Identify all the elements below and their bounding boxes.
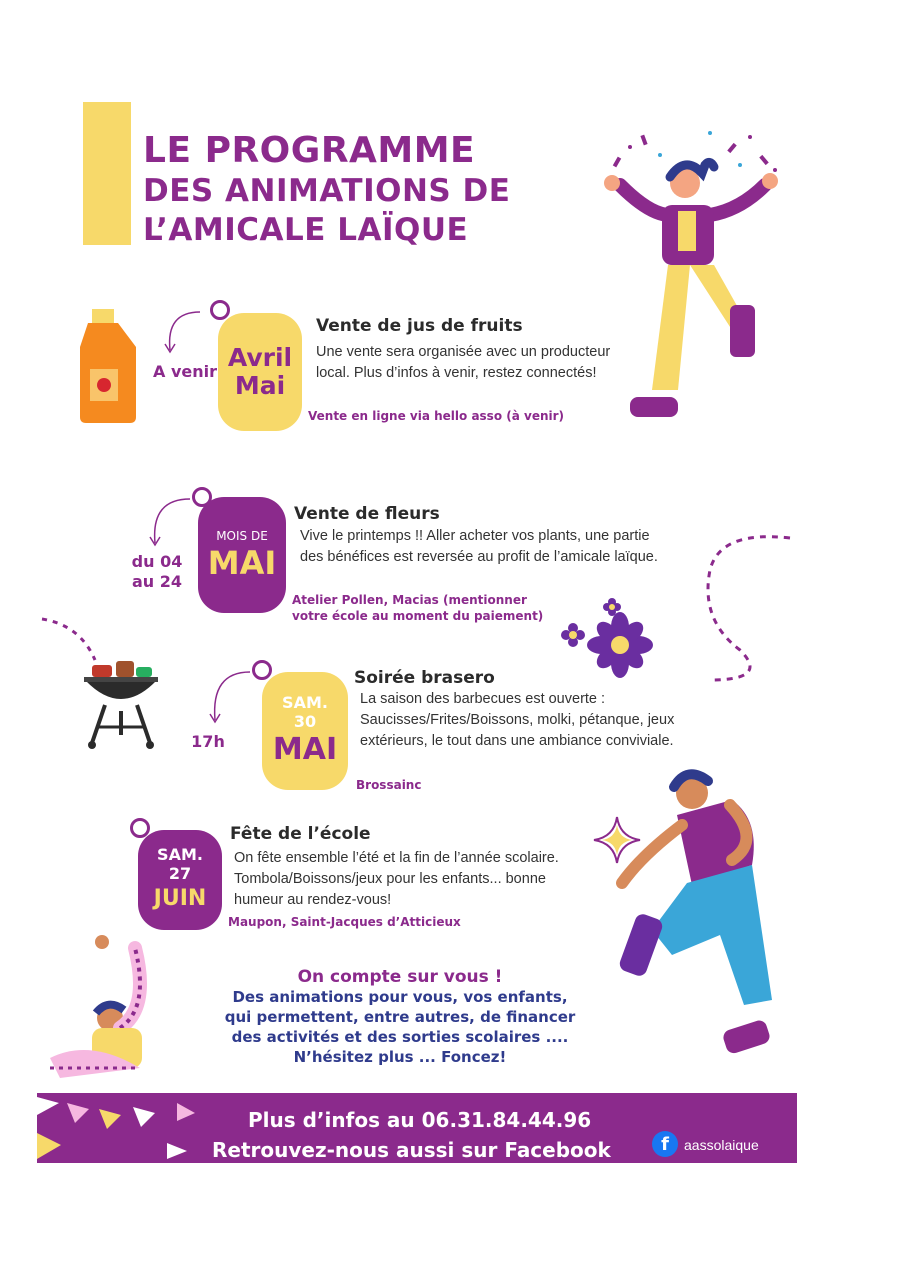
dancing-woman-illustration <box>40 928 200 1083</box>
alarm-clock-icon <box>252 660 272 680</box>
event-3-note: Brossainc <box>356 778 422 792</box>
event-1-date-badge <box>218 313 302 431</box>
arrow-curve-icon <box>205 668 260 728</box>
event-3-description: La saison des barbecues est ouverte : Saucisses/Frites/Boissons, molki, pétanque, jeux extérieurs, le tout dans une ambiance conviviale. <box>360 691 675 749</box>
page-title-line-2: DES ANIMATIONS DE <box>143 173 511 209</box>
event-4-date-line-2: 27 <box>168 864 192 883</box>
event-4-date-badge <box>138 830 222 930</box>
closing-line-3: des activités et des sorties scolaires .... <box>231 1028 569 1046</box>
event-4-note: Maupon, Saint-Jacques d’Atticieux <box>228 915 461 929</box>
event-1-title: Vente de jus de fruits <box>316 316 523 336</box>
event-3-date-line-3: MAI <box>272 732 338 767</box>
footer-phone-line: Plus d’infos au 06.31.84.44.96 <box>248 1108 592 1132</box>
event-3-date-line-1: SAM. <box>282 693 328 712</box>
event-2-title: Vente de fleurs <box>294 504 440 524</box>
event-1-date-line-2: Mai <box>234 371 286 400</box>
pennant-decoration <box>37 1093 197 1163</box>
running-man-illustration <box>612 765 797 1100</box>
footer-facebook-line[interactable]: Retrouvez-nous aussi sur Facebook <box>212 1138 611 1162</box>
arrow-curve-icon <box>145 495 200 550</box>
event-1-date-line-1: Avril <box>227 343 293 372</box>
juice-bottle-icon <box>78 307 144 425</box>
event-3-side-label: 17h <box>191 732 225 751</box>
event-2-description: Vive le printemps !! Aller acheter vos plants, une partie des bénéfices est reversée au profit de l’amicale laïque. <box>300 528 658 565</box>
alarm-clock-icon <box>210 300 230 320</box>
event-2-side-label: du 04 au 24 <box>131 552 183 591</box>
header-accent-bar <box>83 102 131 245</box>
page-title-line-3: L’AMICALE LAÏQUE <box>143 212 469 248</box>
event-1-side-label: A venir <box>153 362 217 381</box>
event-1-note: Vente en ligne via hello asso (à venir) <box>308 409 565 423</box>
event-4-date-line-1: SAM. <box>157 845 203 864</box>
facebook-icon[interactable]: f <box>652 1131 678 1157</box>
event-3-date-badge <box>262 672 348 790</box>
event-4-date-line-3: JUIN <box>153 886 207 911</box>
event-2-note: Atelier Pollen, Macias (mentionner votre école au moment du paiement) <box>292 593 544 623</box>
event-2-date-line-2: MAI <box>207 544 277 582</box>
closing-message <box>190 967 610 1067</box>
event-2-date-badge <box>198 497 286 613</box>
event-1-description: Une vente sera organisée avec un producteur local. Plus d’infos à venir, restez connectés! <box>316 344 611 381</box>
celebrating-woman-illustration <box>590 125 795 430</box>
page-title-line-1: LE PROGRAMME <box>143 130 476 171</box>
closing-line-1: Des animations pour vous, vos enfants, <box>232 988 568 1006</box>
event-2-date-line-1: MOIS DE <box>216 529 268 543</box>
event-3-title: Soirée brasero <box>354 668 495 688</box>
facebook-handle[interactable]: aassolaique <box>684 1137 759 1153</box>
flower-icon <box>555 595 690 680</box>
barbecue-grill-icon <box>80 655 162 750</box>
closing-line-4: N’hésitez plus ... Foncez! <box>293 1048 507 1066</box>
event-4-title: Fête de l’école <box>230 824 371 844</box>
event-4-description: On fête ensemble l’été et la fin de l’année scolaire. Tombola/Boissons/jeux pour les enfants... bonne humeur au rendez-vous! <box>234 850 559 908</box>
dotted-path-decoration <box>690 530 800 690</box>
closing-headline: On compte sur vous ! <box>297 967 503 987</box>
closing-line-2: qui permettent, entre autres, de financer <box>224 1008 576 1026</box>
event-3-date-line-2: 30 <box>293 712 317 731</box>
